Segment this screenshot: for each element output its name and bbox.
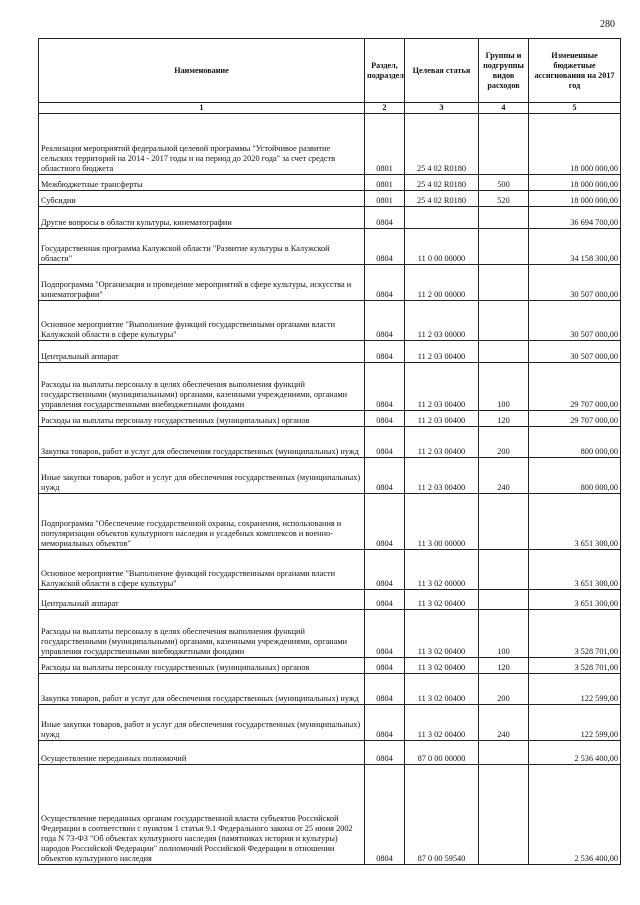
row-amount: 2 536 400,00: [529, 741, 621, 765]
row-amount: 18 000 000,00: [529, 191, 621, 207]
row-amount: 2 536 400,00: [529, 765, 621, 865]
row-group: [479, 494, 529, 550]
table-row: [39, 550, 621, 590]
row-name: Иные закупки товаров, работ и услуг для обеспечения государственных (муниципальных) нужд: [39, 705, 365, 741]
row-section: 0804: [365, 363, 405, 411]
table-row: [39, 363, 621, 411]
row-amount: 3 528 701,00: [529, 658, 621, 674]
row-group: 200: [479, 427, 529, 458]
row-amount: 3 651 300,00: [529, 494, 621, 550]
row-group: [479, 765, 529, 865]
row-target: 11 3 00 00000: [405, 494, 479, 550]
row-name: Подпрограмма "Обеспечение государственной охраны, сохранения, использования и популяризации объектов культурного наследия и усадебных комплексов и военно-мемориальных объектов": [39, 494, 365, 550]
row-section: 0804: [365, 341, 405, 363]
row-section: 0804: [365, 741, 405, 765]
row-target: 11 2 03 00400: [405, 363, 479, 411]
row-group: [479, 207, 529, 229]
table-row: [39, 741, 621, 765]
row-target: 25 4 02 R0180: [405, 114, 479, 175]
row-name: Центральный аппарат: [39, 590, 365, 610]
row-target: 11 3 02 00400: [405, 590, 479, 610]
row-section: 0804: [365, 494, 405, 550]
column-number: 2: [365, 103, 405, 114]
header-groups: Группы и подгруппы видов расходов: [479, 39, 529, 103]
table-row: [39, 341, 621, 363]
row-group: 240: [479, 705, 529, 741]
row-amount: 3 651 300,00: [529, 550, 621, 590]
row-group: [479, 341, 529, 363]
row-name: Основное мероприятие "Выполнение функций государственными органами власти Калужской области в сфере культуры": [39, 550, 365, 590]
row-section: 0804: [365, 550, 405, 590]
row-section: 0804: [365, 427, 405, 458]
row-name: Субсидии: [39, 191, 365, 207]
table-row: [39, 191, 621, 207]
row-name: Осуществление переданных полномочий: [39, 741, 365, 765]
row-amount: 29 707 000,00: [529, 411, 621, 427]
row-section: 0804: [365, 765, 405, 865]
row-name: Закупка товаров, работ и услуг для обеспечения государственных (муниципальных) нужд: [39, 674, 365, 705]
row-name: Подпрограмма "Организация и проведение мероприятий в сфере культуры, искусства и кинематографии": [39, 265, 365, 301]
row-group: [479, 229, 529, 265]
column-number: 3: [405, 103, 479, 114]
row-section: 0804: [365, 265, 405, 301]
row-group: [479, 265, 529, 301]
row-target: 11 3 02 00400: [405, 674, 479, 705]
row-section: 0801: [365, 114, 405, 175]
row-amount: 3 528 701,00: [529, 610, 621, 658]
row-name: Межбюджетные трансферты: [39, 175, 365, 191]
row-group: 100: [479, 610, 529, 658]
table-row: [39, 494, 621, 550]
row-name: Расходы на выплаты персоналу государственных (муниципальных) органов: [39, 411, 365, 427]
column-number: 4: [479, 103, 529, 114]
row-section: 0804: [365, 705, 405, 741]
row-section: 0804: [365, 590, 405, 610]
row-target: 11 2 03 00400: [405, 341, 479, 363]
header-target: Целевая статья: [405, 39, 479, 103]
row-amount: 18 000 000,00: [529, 175, 621, 191]
row-target: 11 3 02 00400: [405, 610, 479, 658]
row-target: 11 2 00 00000: [405, 265, 479, 301]
table-row: [39, 705, 621, 741]
row-section: 0804: [365, 610, 405, 658]
row-section: 0804: [365, 301, 405, 341]
row-name: Другие вопросы в области культуры, кинематографии: [39, 207, 365, 229]
table-row: [39, 674, 621, 705]
header-amount: Измененные бюджетные ассигнования на 2017 год: [529, 39, 621, 103]
column-number: 1: [39, 103, 365, 114]
row-section: 0804: [365, 411, 405, 427]
row-target: 11 2 03 00400: [405, 458, 479, 494]
row-target: 25 4 02 R0180: [405, 175, 479, 191]
column-number: 5: [529, 103, 621, 114]
row-group: 520: [479, 191, 529, 207]
row-amount: 30 507 000,00: [529, 301, 621, 341]
row-name: Осуществление переданных органам государственной власти субъектов Российской Федерации в соответствии с пунктом 1 статьи 9.1 Федерального закона от 25 июня 2002 года N 73-ФЗ "Об объектах культурного наследия (памятниках истории и культуры) народов Российской Федерации" полномочий Российской Федерации в отношении объектов культурного наследия: [39, 765, 365, 865]
row-group: 100: [479, 363, 529, 411]
row-name: Центральный аппарат: [39, 341, 365, 363]
table-row: [39, 301, 621, 341]
row-name: Расходы на выплаты персоналу в целях обеспечения выполнения функций государственными (муниципальными) органами, казенными учреждениями, органами управления государственными внебюджетными фондами: [39, 363, 365, 411]
row-target: 11 3 02 00400: [405, 705, 479, 741]
table-row: [39, 175, 621, 191]
row-section: 0804: [365, 229, 405, 265]
row-group: 240: [479, 458, 529, 494]
table-row: [39, 658, 621, 674]
row-amount: 36 694 700,00: [529, 207, 621, 229]
row-group: [479, 550, 529, 590]
row-target: [405, 207, 479, 229]
row-target: 87 0 00 59540: [405, 765, 479, 865]
row-amount: 3 651 300,00: [529, 590, 621, 610]
table-row: [39, 229, 621, 265]
row-target: 25 4 02 R0180: [405, 191, 479, 207]
row-section: 0804: [365, 458, 405, 494]
header-name: Наименование: [39, 39, 365, 103]
row-group: [479, 741, 529, 765]
row-amount: 800 000,00: [529, 458, 621, 494]
row-amount: 30 507 000,00: [529, 341, 621, 363]
row-section: 0801: [365, 191, 405, 207]
row-name: Иные закупки товаров, работ и услуг для обеспечения государственных (муниципальных) нужд: [39, 458, 365, 494]
row-name: Закупка товаров, работ и услуг для обеспечения государственных (муниципальных) нужд: [39, 427, 365, 458]
row-group: [479, 114, 529, 175]
row-section: 0804: [365, 658, 405, 674]
row-group: [479, 301, 529, 341]
header-section: Раздел, подраздел: [365, 39, 405, 103]
row-section: 0801: [365, 175, 405, 191]
row-target: 11 2 03 00400: [405, 427, 479, 458]
row-group: 200: [479, 674, 529, 705]
table-row: [39, 427, 621, 458]
table-row: [39, 590, 621, 610]
row-amount: 29 707 000,00: [529, 363, 621, 411]
table-row: [39, 114, 621, 175]
table-row: [39, 411, 621, 427]
table-row: [39, 207, 621, 229]
table-body: [39, 114, 621, 865]
row-target: 11 3 02 00400: [405, 658, 479, 674]
row-group: 120: [479, 658, 529, 674]
row-name: Основное мероприятие "Выполнение функций государственными органами власти Калужской области в сфере культуры": [39, 301, 365, 341]
row-group: [479, 590, 529, 610]
column-number-row: [39, 103, 621, 114]
row-amount: 34 158 300,00: [529, 229, 621, 265]
row-name: Расходы на выплаты персоналу государственных (муниципальных) органов: [39, 658, 365, 674]
budget-table: [38, 38, 621, 865]
row-section: 0804: [365, 674, 405, 705]
table-row: [39, 458, 621, 494]
table-row: [39, 610, 621, 658]
row-name: Расходы на выплаты персоналу в целях обеспечения выполнения функций государственными (муниципальными) органами, казенными учреждениями, органами управления государственными внебюджетными фондами: [39, 610, 365, 658]
row-group: 500: [479, 175, 529, 191]
row-amount: 800 000,00: [529, 427, 621, 458]
row-group: 120: [479, 411, 529, 427]
row-target: 87 0 00 00000: [405, 741, 479, 765]
row-section: 0804: [365, 207, 405, 229]
row-amount: 122 599,00: [529, 674, 621, 705]
page-number: 280: [600, 19, 615, 30]
table-row: [39, 765, 621, 865]
table-row: [39, 265, 621, 301]
row-amount: 122 599,00: [529, 705, 621, 741]
header-row: [39, 39, 621, 103]
row-name: Государственная программа Калужской области "Развитие культуры в Калужской области": [39, 229, 365, 265]
row-amount: 18 000 000,00: [529, 114, 621, 175]
row-target: 11 2 03 00000: [405, 301, 479, 341]
row-target: 11 2 03 00400: [405, 411, 479, 427]
row-target: 11 0 00 00000: [405, 229, 479, 265]
row-name: Реализация мероприятий федеральной целевой программы "Устойчивое развитие сельских территорий на 2014 - 2017 годы и на период до 2020 года" за счет средств областного бюджета: [39, 114, 365, 175]
row-target: 11 3 02 00000: [405, 550, 479, 590]
row-amount: 30 507 000,00: [529, 265, 621, 301]
